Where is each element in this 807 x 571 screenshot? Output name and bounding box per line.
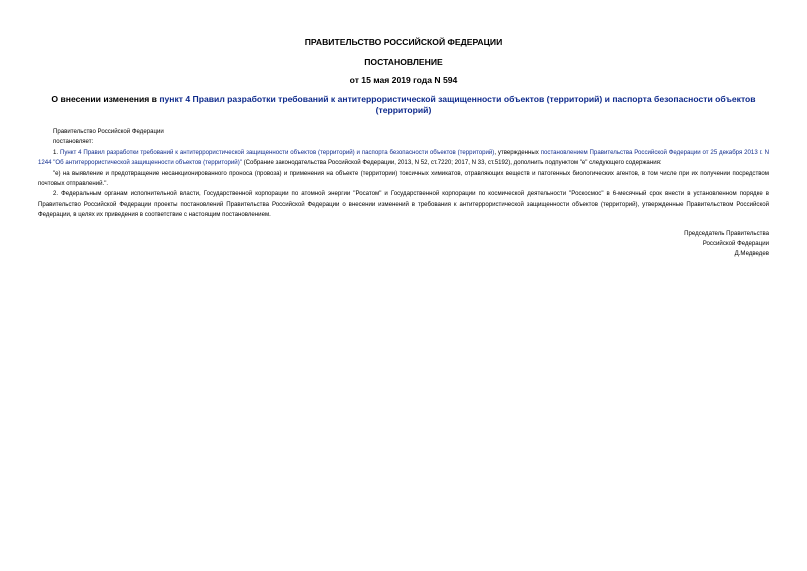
p1-start: 1. bbox=[53, 148, 60, 156]
date-number-heading: от 15 мая 2019 года N 594 bbox=[349, 75, 458, 85]
document-title bbox=[38, 94, 769, 116]
paragraph-1-quote: "е) на выявление и предотвращение несанкционированного проноса (провоза) и применения на объекте (территории) токсичных химикатов, отравляющих веществ и патогенных биологических агентов, в том числе при их получении посредством почтовых отправлений.". bbox=[38, 169, 769, 188]
p1-link-resolution[interactable]: постановлением Правительства Российской Федерации от 25 декабря 2013 г. N 1244 "Об антитеррористической защищенности объектов (территорий)" bbox=[38, 148, 769, 167]
paragraph-2: 2. Федеральным органам исполнительной власти, Государственной корпорации по атомной энергии "Росатом" и Государственной корпорации по космической деятельности "Роскосмос" в 6-месячный срок внести в установленном порядке в Правительство Российской Федерации проекты постановлений Правительства Российской Федерации о внесении изменений в требования к антитеррористической защищенности объектов (территорий), утвержденные Правительством Российской Федерации, в целях их приведения в соответствие с настоящим постановлением. bbox=[38, 190, 769, 219]
document-page bbox=[38, 0, 769, 571]
p1-mid: , утвержденных bbox=[494, 148, 541, 156]
signature-line-2: Российской Федерации bbox=[702, 240, 769, 248]
document-body bbox=[38, 127, 769, 221]
government-heading: ПРАВИТЕЛЬСТВО РОССИЙСКОЙ ФЕДЕРАЦИИ bbox=[304, 37, 503, 47]
intro-line-1: Правительство Российской Федерации bbox=[53, 128, 164, 135]
signature-line-1: Председатель Правительства bbox=[684, 230, 769, 237]
p1-link-rules[interactable]: Пункт 4 Правил разработки требований к антитеррористической защищенности объектов (территорий) и паспорта безопасности объектов (территорий) bbox=[59, 148, 495, 156]
signature-block bbox=[684, 229, 769, 260]
paragraph-1 bbox=[38, 148, 769, 169]
title-link[interactable]: пункт 4 Правил разработки требований к антитеррористической защищенности объектов (территорий) и паспорта безопасности объектов (территорий) bbox=[159, 94, 756, 115]
p1-end: (Собрание законодательства Российской Федерации, 2013, N 52, ст.7220; 2017, N 33, ст.5192), дополнить подпунктом "е" следующего содержания: bbox=[241, 159, 662, 167]
title-prefix: О внесении изменения в bbox=[51, 94, 160, 104]
intro-line-2: постановляет: bbox=[53, 138, 94, 146]
doc-type-heading: ПОСТАНОВЛЕНИЕ bbox=[364, 57, 443, 67]
signature-line-3: Д.Медведев bbox=[734, 250, 769, 258]
